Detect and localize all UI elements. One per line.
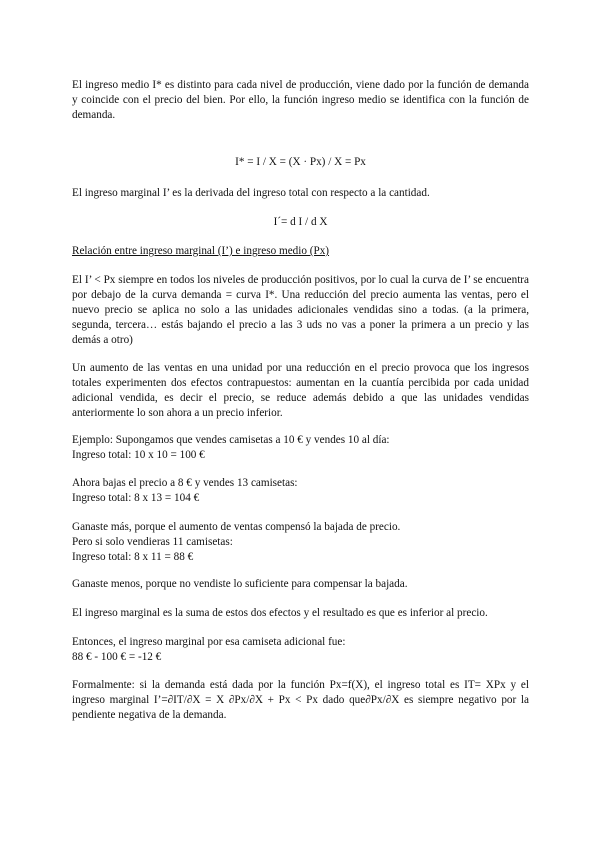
- paragraph-ingreso-medio: El ingreso medio I* es distinto para cada nivel de producción, viene dado por la función de demanda y coincide con el precio del bien. Por ello, la función ingreso medio se identifica con la función de demanda.: [72, 79, 529, 121]
- example-block-3: [72, 520, 529, 565]
- formula-ingreso-medio: I* = I / X = (X · Px) / X = Px: [235, 156, 366, 168]
- formula-ingreso-marginal: I´= d I / d X: [273, 216, 328, 228]
- paragraph-relacion: El I’ < Px siempre en todos los niveles de producción positivos, por lo cual la curva de I’ se encuentra por debajo de la curva demanda = curva I*. Una reducción del precio aumenta las ventas, pero el nuevo precio se aplica no solo a las unidades adicionales vendidas sino a todas. (a la primera, segunda, tercera… estás bajando el precio a las 3 uds no vas a poner la primera a un precio y las demás a otro): [72, 274, 529, 346]
- marginal-line-1: Entonces, el ingreso marginal por esa camiseta adicional fue:: [72, 636, 346, 648]
- example-3-line-1: Ganaste más, porque el aumento de ventas compensó la bajada de precio.: [72, 521, 401, 533]
- example-3-line-3: Ingreso total: 8 x 11 = 88 €: [72, 551, 194, 563]
- example-1-line-1: Ejemplo: Supongamos que vendes camisetas a 10 € y vendes 10 al día:: [72, 434, 390, 446]
- example-2-line-2: Ingreso total: 8 x 13 = 104 €: [72, 492, 200, 504]
- section-heading: Relación entre ingreso marginal (I’) e ingreso medio (Px): [72, 245, 330, 257]
- paragraph-ingreso-marginal: El ingreso marginal I’ es la derivada del ingreso total con respecto a la cantidad.: [72, 187, 430, 199]
- example-block-1: [72, 433, 529, 463]
- paragraph-ganaste-menos: Ganaste menos, porque no vendiste lo suficiente para compensar la bajada.: [72, 578, 408, 590]
- example-1-line-2: Ingreso total: 10 x 10 = 100 €: [72, 449, 205, 461]
- paragraph-formalmente: Formalmente: si la demanda está dada por la función Px=f(X), el ingreso total es IT= XPx y el ingreso marginal I’=∂IT/∂X = X ∂Px/∂X + Px < Px dado que∂Px/∂X es siempre negativo por la pendiente negativa de la demanda.: [72, 679, 529, 721]
- paragraph-suma-efectos: El ingreso marginal es la suma de estos dos efectos y el resultado es que es inferior al precio.: [72, 607, 488, 619]
- paragraph-ingreso-adicional: [72, 635, 529, 665]
- marginal-line-2: 88 € - 100 € = -12 €: [72, 651, 162, 663]
- example-3-line-2: Pero si solo vendieras 11 camisetas:: [72, 536, 233, 548]
- example-2-line-1: Ahora bajas el precio a 8 € y vendes 13 camisetas:: [72, 477, 298, 489]
- example-block-2: [72, 476, 529, 506]
- paragraph-efectos: Un aumento de las ventas en una unidad por una reducción en el precio provoca que los ingresos totales experimenten dos efectos contrapuestos: aumentan en la cuantía percibida por cada unidad adicional vendida, es decir el precio, se reduce además debido a que las unidades vendidas anteriormente lo son ahora a un precio inferior.: [72, 362, 529, 419]
